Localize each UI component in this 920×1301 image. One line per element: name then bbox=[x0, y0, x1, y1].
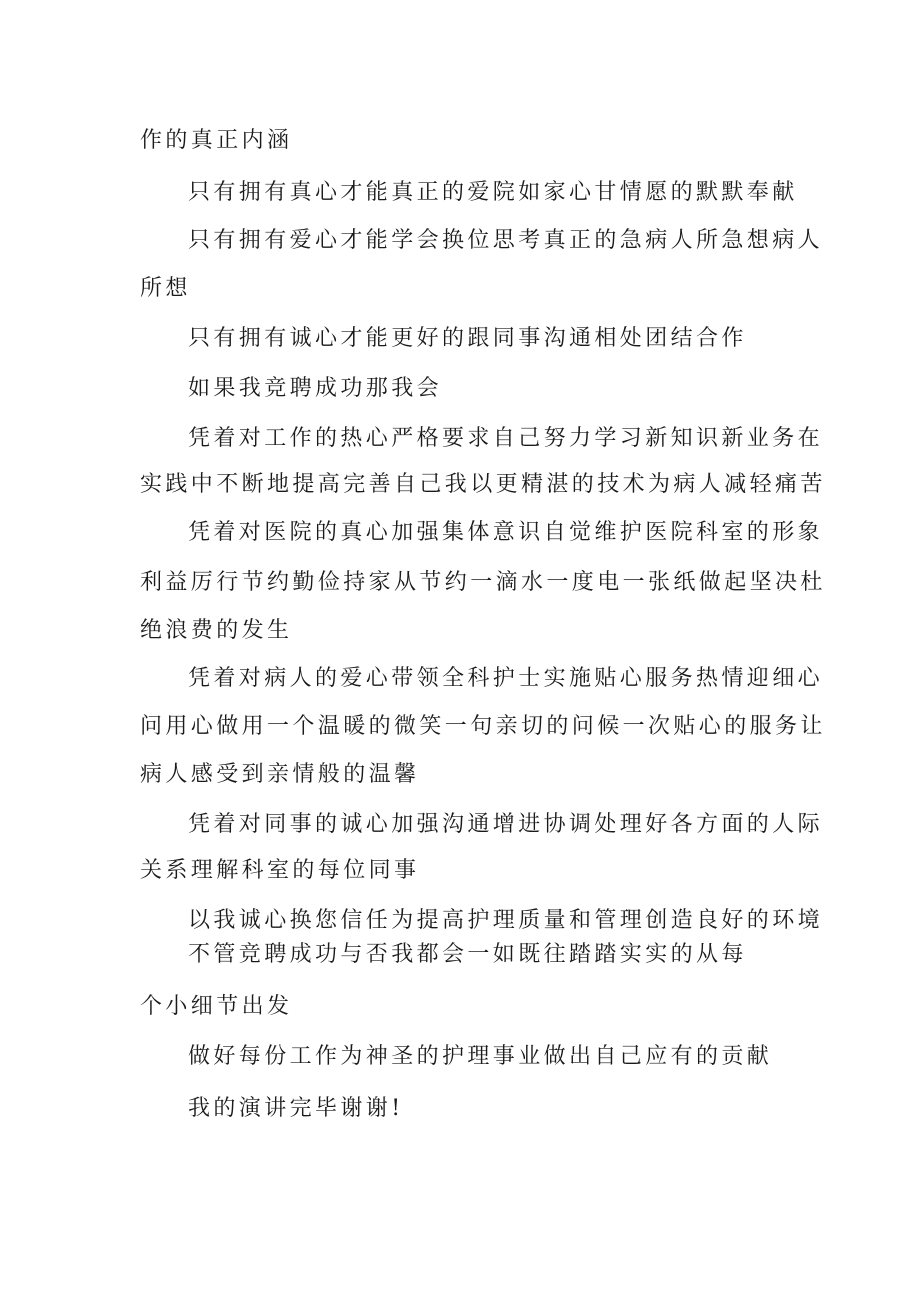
text-line-7: 凭着对工作的热心严格要求自己努力学习新知识新业务在 bbox=[188, 426, 824, 451]
text-line-3: 只有拥有爱心才能学会换位思考真正的急病人所急想病人 bbox=[188, 228, 824, 253]
text-line-12: 凭着对病人的爱心带领全科护士实施贴心服务热情迎细心 bbox=[188, 666, 824, 691]
text-line-13: 问用心做用一个温暖的微笑一句亲切的问候一次贴心的服务让 bbox=[140, 714, 826, 739]
text-line-10: 利益厉行节约勤俭持家从节约一滴水一度电一张纸做起坚决杜 bbox=[140, 570, 826, 595]
text-line-9: 凭着对医院的真心加强集体意识自觉维护医院科室的形象 bbox=[188, 520, 824, 545]
text-line-21: 我的演讲完毕谢谢! bbox=[188, 1096, 404, 1121]
text-line-15: 凭着对同事的诚心加强沟通增进协调处理好各方面的人际 bbox=[188, 812, 824, 837]
text-line-8: 实践中不断地提高完善自己我以更精湛的技术为病人减轻痛苦 bbox=[140, 472, 826, 497]
text-line-18: 不管竞聘成功与否我都会一如既往踏踏实实的从每 bbox=[188, 942, 747, 967]
text-line-19: 个小细节出发 bbox=[140, 994, 293, 1019]
text-line-2: 只有拥有真心才能真正的爱院如家心甘情愿的默默奉献 bbox=[188, 180, 798, 205]
text-line-11: 绝浪费的发生 bbox=[140, 618, 293, 643]
text-line-17: 以我诚心换您信任为提高护理质量和管理创造良好的环境 bbox=[188, 908, 824, 933]
text-line-1: 作的真正内涵 bbox=[140, 128, 293, 153]
text-line-5: 只有拥有诚心才能更好的跟同事沟通相处团结合作 bbox=[188, 326, 747, 351]
text-line-16: 关系理解科室的每位同事 bbox=[140, 858, 420, 883]
text-line-6: 如果我竞聘成功那我会 bbox=[188, 376, 443, 401]
text-line-4: 所想 bbox=[140, 276, 191, 301]
text-line-14: 病人感受到亲情般的温馨 bbox=[140, 762, 420, 787]
text-line-20: 做好每份工作为神圣的护理事业做出自己应有的贡献 bbox=[188, 1044, 773, 1069]
